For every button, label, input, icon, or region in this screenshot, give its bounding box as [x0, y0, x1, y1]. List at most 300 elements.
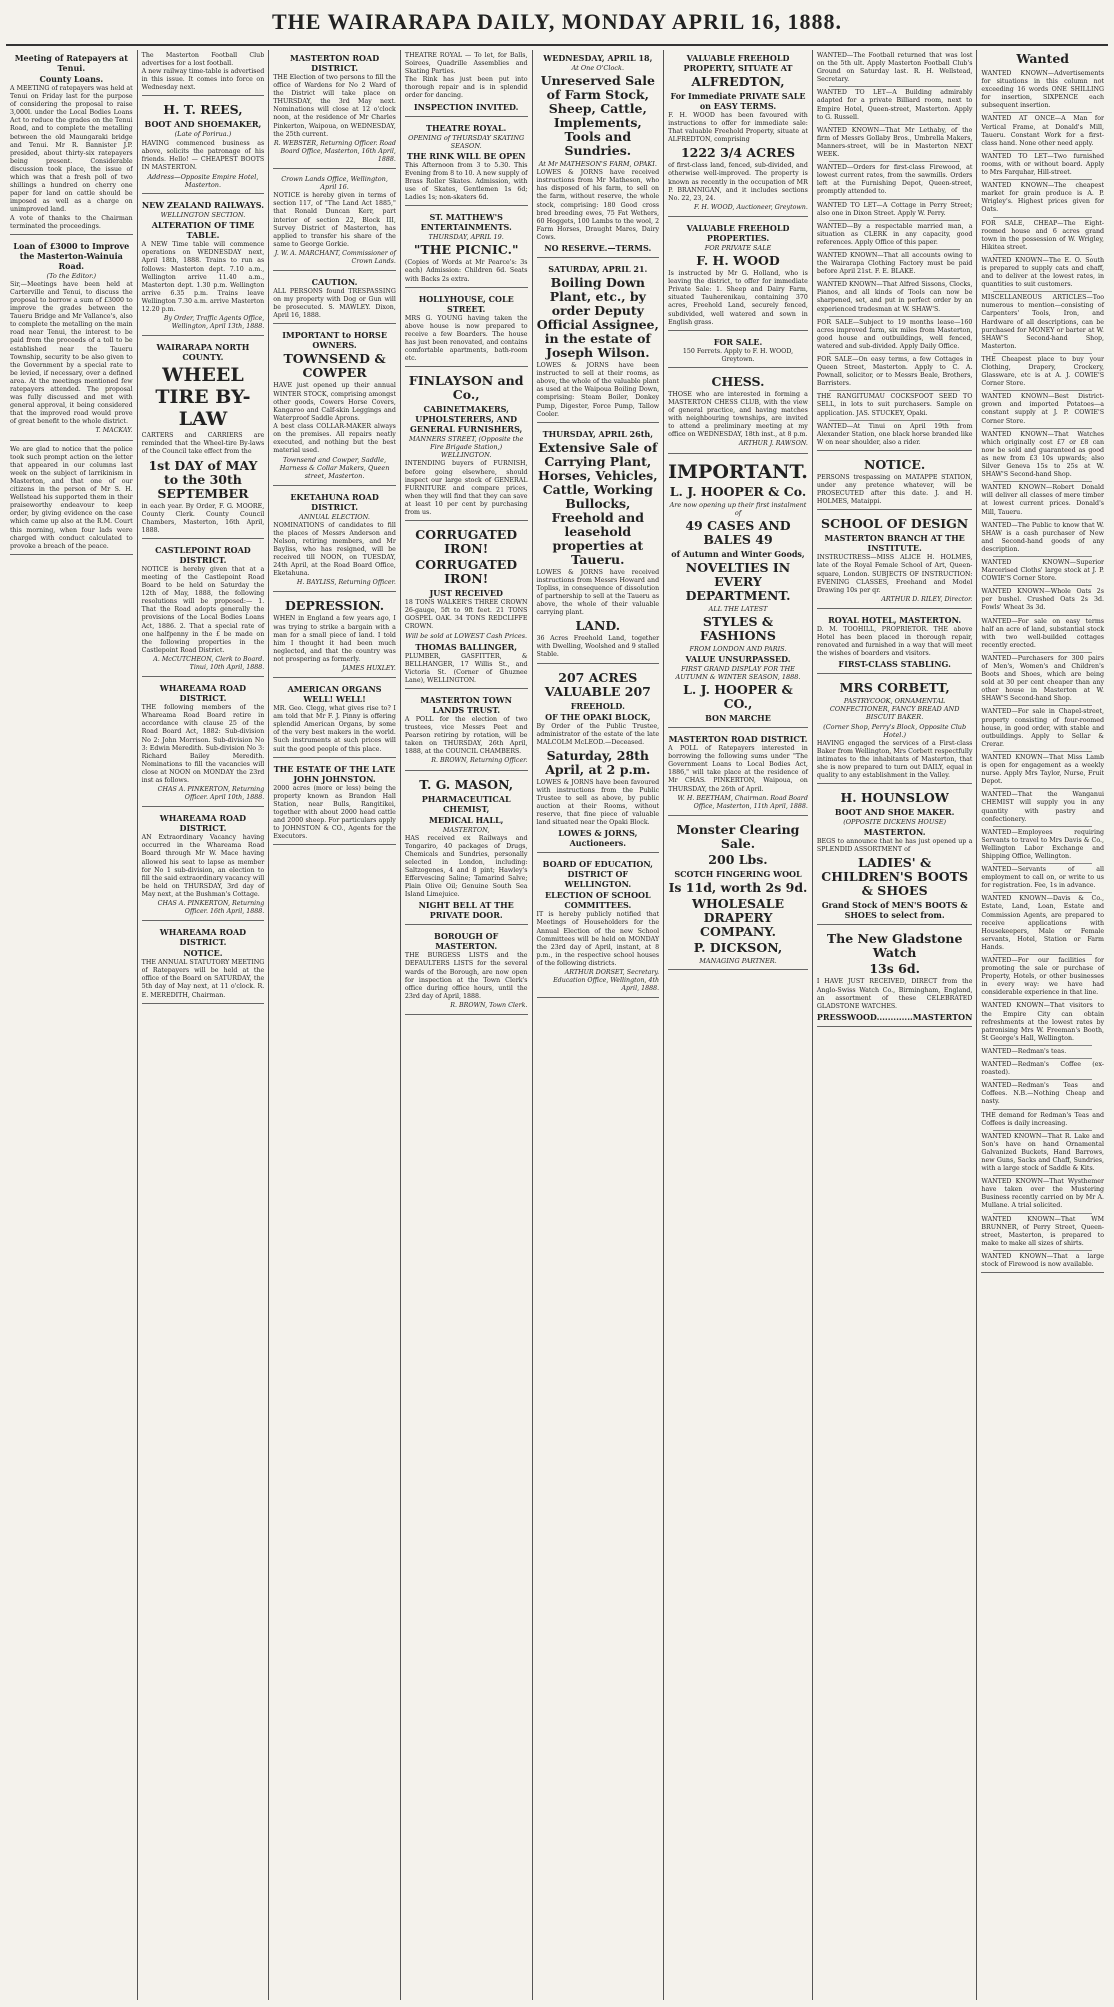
- ad-theatre-royal: [405, 120, 528, 207]
- divider: [993, 826, 1092, 827]
- classified-item: WANTED—The Public to know that W. SHAW is a cash purchaser of New and Second-hand goods of any description.: [981, 521, 1105, 553]
- classified-item: WANTED KNOWN—Superior Marcerised Cloths' large stock at J. P. COWIE'S Corner Store.: [981, 558, 1105, 583]
- article-text: We are glad to notice that the police took such prompt action on the letter that appeared in our columns last week on the subject of larrikinism in Masterton, and that one of our citizens in the person of Mr S. H. Wellstead his supported them in their praiseworthy endeavour to keep order, by giving evidence on the case which came up also at the R.M. Court this morning, when four lads were charged with conduct calculated to provoke a breach of the peace.: [10, 445, 133, 550]
- ad-subheading: OPENING of THURSDAY SKATING SEASON.: [408, 133, 525, 150]
- ad-text: MR. Geo. Clegg, what gives rise to? I am told that Mr F. J. Pinny is offering splendid American Organs, by some of the very best makers in the world. Such instruments at such prices will suit the good people of this place.: [273, 705, 396, 753]
- divider: [993, 390, 1092, 391]
- ad-alfredton: [668, 50, 808, 217]
- ad-ferrets: [668, 334, 808, 368]
- ad-hollyhouse: [405, 291, 528, 368]
- ad-heading: BOARD OF EDUCATION, DISTRICT OF WELLINGTON.: [542, 859, 653, 890]
- ad-heading: WAIRARAPA NORTH COUNTY.: [156, 342, 250, 363]
- ad-text: THE ANNUAL STATUTORY MEETING of Ratepayers will be held at the office of the Board on SATURDAY, the 5th day of May next, at 11 o'clock. R. E. MEREDITH, Chairman.: [141, 959, 265, 999]
- classified-item: WANTED KNOWN—That Mr Lethaby, of the firm of Messrs Gollaby Bros., Umbrella Makers, Manners-street, will be in Masterton NEXT WEEK.: [816, 126, 973, 159]
- ad-railways: [142, 197, 265, 336]
- ad-corbett: [817, 677, 973, 784]
- ad-title: WHEEL TIRE BY-LAW: [155, 364, 251, 431]
- ad-price: 13s 6d.: [869, 961, 920, 977]
- column-5: [533, 50, 665, 2000]
- ad-signature: H. BAYLISS, Returning Officer.: [296, 579, 396, 587]
- ad-title: LADIES' & CHILDREN'S BOOTS & SHOES: [821, 855, 968, 899]
- classified-item: WANTED KNOWN—That a large stock of Firewood is now available.: [981, 1252, 1105, 1268]
- classified-item: WANTED—Redman's Teas and Coffees. N.B.—Nothing Cheap and nasty.: [981, 1082, 1105, 1106]
- classified-item: THE demand for Redman's Teas and Coffees is daily increasing.: [981, 1111, 1105, 1127]
- ad-price: Is 11d, worth 2s 9d.: [668, 879, 808, 895]
- ad-signature: JAMES HUXLEY.: [342, 664, 396, 672]
- ad-title: SCHOOL OF DESIGN: [821, 516, 969, 532]
- ad-title: NOVELTIES IN EVERY DEPARTMENT.: [685, 559, 791, 603]
- classified-item: WANTED AT ONCE—A Man for Vertical Frame, at Donald's Mill, Taueru. Constant Work for a first-class hand. None other need apply.: [981, 115, 1105, 147]
- ad-signature: R. WEBSTER, Returning Officer. Road Board Office, Masterton, 16th April, 1888.: [273, 139, 396, 163]
- ad-text: NOMINATIONS of candidates to fill the places of Messrs Anderson and Nelson, retiring members, and Mr Bayliss, who has resigned, will be received till NOON, on TUESDAY, 24th April, at the Road Board Office, Eketahuna.: [273, 521, 396, 578]
- ad-text: A best class COLLAR-MAKER always on the premises. All repairs neatly executed, and nothing but the best material used.: [273, 422, 396, 455]
- divider: [829, 316, 961, 317]
- classified-item: WANTED—Redman's Coffee (ex-roasted).: [981, 1061, 1105, 1077]
- ad-text: IT is hereby publicly notified that Meetings of Householders for the Annual Election of the new School Committees will be held on MONDAY the 23rd day of April, instant, at 8 p.m., in the respective school houses of the following districts.: [536, 911, 660, 967]
- ad-title: WHOLESALE DRAPERY COMPANY.: [691, 895, 785, 939]
- ad-wheel-tire: [142, 339, 265, 539]
- ad-subheading: ALL THE LATEST: [708, 604, 768, 613]
- ad-title: FINLAYSON and Co.,: [408, 373, 524, 403]
- ad-subheading: MEDICAL HALL,: [428, 814, 504, 825]
- ad-signature: ARTHUR J. RAWSON.: [738, 440, 808, 448]
- ad-subheading: NOTICE.: [183, 948, 223, 959]
- ad-title: "THE PICNIC.": [413, 242, 519, 258]
- ad-title: CORRUGATED IRON!: [415, 527, 518, 557]
- divider: [993, 788, 1092, 789]
- ad-title: NOTICE.: [863, 456, 926, 472]
- ad-address: MASTERTON,: [442, 825, 490, 834]
- classified-item: WANTED KNOWN—That visitors to the Empire City can obtain refreshments at the lowest rates by patronising Mrs W. Freeman's Booth, St George's Hall, Wellington.: [981, 1002, 1105, 1042]
- divider: [993, 291, 1092, 292]
- ad-title: L. J. HOOPER & CO.,: [683, 682, 793, 712]
- ad-title: 207 ACRES VALUABLE 207: [544, 669, 651, 699]
- columns: [6, 50, 1108, 2000]
- classified-item: WANTED—The Football returned that was lost on the 5th ult. Apply Masterton Football Club's Ground on Saturday last. R. H. Wellstead, Secretary.: [816, 52, 973, 84]
- ad-heading: THOMAS BALLINGER,: [415, 641, 518, 652]
- classified-item: WANTED KNOWN—That WM BRUNNER, of Perry Street, Queen-street, Masterton, is prepared to make to make all sizes of shirts.: [981, 1215, 1105, 1247]
- ad-title: P. DICKSON,: [693, 939, 783, 955]
- ad-title: TOWNSEND & COWPER: [283, 351, 386, 381]
- ad-heading: WHAREAMA ROAD DISTRICT.: [159, 683, 247, 704]
- classified-item: WANTED—By a respectable married man, a situation as CLERK in any capacity, good references. Apply Office of this paper.: [816, 222, 973, 246]
- ad-heading: AMERICAN ORGANS WELL! WELL!: [287, 684, 382, 705]
- ad-title: MRS CORBETT,: [839, 680, 950, 696]
- ad-subheading: ALTERATION OF TIME TABLE.: [151, 220, 255, 241]
- ad-title: THE RINK WILL BE OPEN: [406, 150, 526, 161]
- ad-royal-hotel: [817, 612, 973, 674]
- ad-whareama-1: [142, 680, 265, 807]
- divider: [993, 954, 1092, 955]
- classified-item: THE RANGITUMAU COCKSFOOT SEED TO SELL, in lots to suit purchasers. Sample on application. JAS. STUCKEY, Opaki.: [816, 393, 973, 417]
- ad-theatre-let: [405, 50, 528, 117]
- ad-heading: INSPECTION INVITED.: [413, 101, 519, 112]
- ad-heading: MASTERTON ROAD DISTRICT.: [289, 53, 380, 73]
- divider: [993, 615, 1092, 616]
- article-subheading: (To the Editor.): [46, 271, 97, 280]
- classified-item: THE Cheapest place to buy your Clothing, Drapery, Crockery, Glassware, etc is at A. J. COWIE'S Corner Store.: [981, 355, 1105, 388]
- column-7: [813, 50, 978, 2000]
- ad-text: By Order of the Public Trustee, administrator of the estate of the late MALCOLM McLEOD.—Deceased.: [536, 722, 660, 746]
- ad-text: INTENDING buyers of FURNISH, before going elsewhere, should inspect our large stock of GENERAL FURNITURE and compare prices, when they will find that they can save at least 10 per cent by purchasing from us.: [404, 460, 528, 516]
- divider: [829, 278, 961, 279]
- classified-item: WANTED—Redman's teas.: [981, 1047, 1067, 1055]
- ad-heading: Crown Lands Office, Wellington, April 16.: [281, 175, 388, 192]
- classified-item: WANTED KNOWN—That Alfred Sissons, Clocks, Pianos, and all kinds of Tools can now be sharpened, set, and put in perfect order by an experienced tradesman at W. SHAW'S.: [816, 281, 973, 313]
- divider: [993, 1130, 1092, 1131]
- ad-text: ALL PERSONS found TRESPASSING on my property with Dog or Gun will be prosecuted. S. MAWLEY. Dixon, April 16, 1888.: [273, 288, 396, 320]
- ad-note: NO RESERVE.—TERMS.: [544, 243, 652, 254]
- classified-item: FOR SALE—On easy terms, a few Cottages in Queen Street, Masterton. Apply to C. A. Pownall, solicitor, or to Messrs Beale, Brothers, Barristers.: [816, 356, 973, 388]
- ad-heading: MASTERTON ROAD DISTRICT.: [668, 734, 808, 745]
- ad-townsend-cowper: [273, 327, 396, 485]
- divider: [829, 124, 961, 125]
- ad-subheading: OF THE OPAKI BLOCK,: [545, 711, 651, 722]
- classified-wanted: [817, 50, 973, 451]
- ad-text: A POLL of Ratepayers interested in borrowing the following sums under "The Government Loans to Local Bodies Act, 1886," will take place at the residence of Mr CHAS. PINKERTON, Waipoua, on THURSDAY, the 26th of April.: [668, 745, 808, 793]
- ad-farm-sale: [537, 50, 660, 258]
- ad-notice-mataippi: [817, 454, 973, 510]
- ad-text: THE following members of the Whareama Road Board retire in accordance with clause 25 of the Road Board Act, 1882: Sub-division No 2: John Morrison. Sub-division No 3: Edwin Meredith. Sub-division No 3: Richard Bailey Meredith. Nominations to fill the vacancies will close at NOON on MONDAY the 23rd inst as follows.: [141, 704, 265, 784]
- ad-masterton-road-2: [668, 731, 808, 816]
- notes: [142, 50, 265, 96]
- ad-title: Unreserved Sale of Farm Stock, Sheep, Cattle, Implements, Tools and Sundries.: [540, 73, 655, 159]
- ad-title: H. HOUNSLOW: [840, 790, 949, 806]
- classified-item: WANTED KNOWN—That all accounts owing to the Wairarapa Clothing Factory must be paid before April 21st. F. E. BLAKE.: [816, 251, 973, 276]
- divider: [993, 519, 1092, 520]
- ad-town-lands: [405, 692, 528, 771]
- divider: [993, 999, 1092, 1000]
- ad-heading: BOROUGH OF MASTERTON.: [434, 931, 499, 952]
- ad-text: THE Election of two persons to fill the office of Wardens for No 2 Ward of the District will take place on THURSDAY, the 3rd May next. Nominations will close at 12 o'clock noon, at the residence of Mr Charles Pinkerton, Waipoua, on WEDNESDAY, the 25th current.: [273, 74, 396, 138]
- ad-text: LOWES & JORNS have been instructed to sell at their rooms, as above, the whole of the valuable plant as used at the Waipoua Boiling Down, comprising: Steam Boiler, Donkey Pump, Digester, Force Pump, Tallow Cooler.: [536, 362, 660, 418]
- classified-item: WANTED—Orders for first-class Firewood, at lowest current rates, from the sawmills. Orders left at the Furnishing Depot, Queen-street, promptly attended to.: [816, 164, 973, 196]
- divider: [993, 217, 1092, 218]
- ad-text: AN Extraordinary Vacancy having occurred in the Whareama Road Board through Mr W. Mace having allowed his seat to lapse as member for No 1 sub-division, an election to fill the said extraordinary vacancy will be held on THURSDAY, 3rd day of May next, at the Bushman's Cottage.: [141, 834, 265, 898]
- divider: [829, 249, 961, 250]
- ad-text: 36 Acres Freehold Land, together with Dwelling, Woolshed and 9 stalled Stable.: [536, 635, 660, 659]
- ad-whareama-3: [142, 924, 265, 1003]
- ad-text: THE BURGESS LISTS and the DEFAULTERS LISTS for the several wards of the Borough, are now open for inspection at the Town Clerk's office during office hours, until the 23rd day of April, 1888.: [404, 952, 528, 1000]
- ad-text: 18 TONS WALKER'S THREE CROWN 26-gauge, 5ft to 9ft feet. 21 TONS GOSPEL OAK. 34 TONS REDCLIFFE CROWN.: [404, 599, 528, 631]
- ad-crown-lands: [273, 172, 396, 271]
- column-3: [269, 50, 401, 2000]
- classified-item: FOR SALE—Subject to 19 months lease—160 acres improved farm, six miles from Masterton, good house and outbuildings, well fenced, watered and sub-divided. Apply Daily Office.: [816, 318, 973, 350]
- ad-school-design: [817, 513, 973, 609]
- classified-item: WANTED KNOWN—That R. Lake and Son's have on hand Ornamental Galvanized Buckets, Hand Barrows, new Guns, Sacks and Chaff, Sundries, with a large stock of Saddle & Kits.: [981, 1132, 1105, 1173]
- divider: [993, 150, 1092, 151]
- ad-text: CARTERS and CARRIERS are reminded that the Wheel-tire By-laws of the Council take effect from the: [141, 432, 265, 456]
- ad-subheading: For Immediate PRIVATE SALE on EASY TERMS.: [670, 91, 806, 111]
- ad-heading: MASTERTON TOWN LANDS TRUST.: [420, 694, 512, 715]
- ad-subheading: Are now opening up their first instalment of: [669, 500, 807, 517]
- ad-subheading: ELECTION OF SCHOOL COMMITTEES.: [544, 890, 651, 911]
- divider: [829, 161, 961, 162]
- classified-item: WANTED KNOWN—Whole Oats 2s per bushel. Crushed Oats 2s 3d. Fowls' Wheat 3s 3d.: [981, 588, 1105, 612]
- ad-title: CHESS.: [711, 373, 765, 389]
- ad-heading: EKETAHUNA ROAD DISTRICT.: [290, 491, 379, 512]
- divider: [993, 1175, 1092, 1176]
- ad-heading: THE ESTATE OF THE LATE JOHN JOHNSTON.: [273, 763, 396, 784]
- divider: [993, 112, 1092, 113]
- ad-text: THEATRE ROYAL — To let, for Balls, Soirees, Quadrille Assemblies and Skating Parties.: [404, 52, 528, 76]
- classified-item: FOR SALE, CHEAP—The Eight-roomed house and 6 acres grand town in the possession of W. Wrigley, Hikitea street.: [981, 219, 1105, 251]
- ad-signature: ARTHUR D. RILEY, Director.: [881, 595, 973, 603]
- ad-boiling-down: [537, 261, 660, 423]
- ad-signature: F. H. WOOD, Auctioneer, Greytown.: [693, 203, 808, 211]
- ad-cases: 49 CASES AND BALES 49: [685, 517, 791, 547]
- divider: [829, 353, 961, 354]
- ad-borough: [405, 928, 528, 1015]
- ad-text: 2000 acres (more or less) being the property known as Brandon Hall Station, near Bulls, Rangitikei, together with about 2000 head cattle and 2000 sheep. For particulars apply to JOHNSTON & CO., Agents for the Executors.: [273, 784, 396, 841]
- divider: [993, 1213, 1092, 1214]
- ad-subheading: Grand Stock of MEN'S BOOTS & SHOES to select from.: [821, 900, 968, 921]
- ad-hooper: [668, 457, 808, 729]
- ad-heading: WHAREAMA ROAD DISTRICT.: [159, 813, 247, 834]
- article-loan-letter: [10, 238, 133, 441]
- ad-address: Address—Opposite Empire Hotel, Masterton.: [147, 172, 259, 190]
- divider: [993, 705, 1092, 706]
- classified-item: WANTED—That the Wanganui CHEMIST will supply you in any quantity with pastry and confectionery.: [981, 791, 1105, 823]
- ad-title: ALFREDTON,: [691, 74, 785, 89]
- classified-item: WANTED—Purchasers for 300 pairs of Men's, Women's and Children's Boots and Shoes, which are being sold at 30 per cent cheaper than any other house in Masterton at W. SHAW'S Second-hand Shop.: [981, 654, 1105, 703]
- ad-caution: [273, 274, 396, 324]
- divider: [993, 751, 1092, 752]
- ad-dates: 1st DAY of MAY to the 30th SEPTEMBER: [148, 457, 258, 501]
- ad-heading: FREEHOLD.: [570, 700, 625, 711]
- ad-st-matthews: [405, 209, 528, 287]
- divider: [829, 199, 961, 200]
- ad-subheading: FOR PRIVATE SALE: [704, 243, 772, 252]
- ad-text: LOWES & JORNS have received instructions from Mr Matheson, who has disposed of his farm, to sell on the farm, without reserve, the whole stock, comprising: 180 Good cross bred breeding ewes, 75 Fat Wethers, 60 Hoggets, 100 Lambs to the wool, 2 Farm Horses, Draught Mares, Dairy Cows.: [536, 169, 660, 241]
- ad-note: (Late of Porirua.): [174, 130, 232, 139]
- ad-signature: CHAS A. PINKERTON, Returning Officer. April 10th, 1888.: [157, 786, 265, 802]
- divider: [993, 481, 1092, 482]
- ad-date: Saturday, 28th April, at 2 p.m.: [545, 747, 651, 777]
- ad-eketahuna: [273, 489, 396, 593]
- ad-date: WEDNESDAY, APRIL 18,: [543, 53, 653, 63]
- ad-title: IMPORTANT.: [668, 460, 808, 483]
- classified-item: WANTED TO LET—A Building admirably adapted for a private Billiard room, next to Empire Hotel, Queen-street, Masterton. Apply to G. Russell.: [816, 89, 973, 121]
- page-title: THE WAIRARAPA DAILY, MONDAY APRIL 16, 1888.: [271, 9, 843, 34]
- ad-address: MASTERTON.: [863, 827, 926, 838]
- divider: [993, 1079, 1092, 1080]
- classified-item: WANTED TO LET—A Cottage in Perry Street; also one in Dixon Street. Apply W. Perry.: [816, 201, 973, 217]
- ad-acres: 1222 3/4 ACRES: [680, 145, 796, 161]
- divider: [993, 179, 1092, 180]
- ad-text: MRS G. YOUNG having taken the above house is now prepared to receive a few Boarders. The house has just been renovated, and contains comfortable apartments, bath-room etc.: [404, 314, 528, 363]
- article-text: A MEETING of ratepayers was held at Tenui on Friday last for the purpose of considering the proposal to raise 3,000l. under the Local Bodies Loans Act to reduce the grades on the Tenui Road, and to complete the metalling between the old Maungaraki bridge and Tenui. Mr R. Bannister J.P. presided, about thirty-six ratepayers being present. Considerable discussion took place, the issue of which was that a fresh poll of two shillings a hundred on cherry one paper for land on cattle should be imposed as well as a charge on unimproved land.: [10, 85, 133, 214]
- classified-item: WANTED KNOWN—Best District-grown and imported Potatoes—a constant supply at J. P. COWIE'S Corner Store.: [981, 393, 1105, 425]
- ad-mason: [405, 774, 528, 926]
- divider: [993, 652, 1092, 653]
- classified-item: WANTED—Servants of all employment to call on, or write to us for registration. Fee, 1s in advance.: [981, 866, 1105, 890]
- ad-subheading: PHARMACEUTICAL CHEMIST,: [421, 793, 511, 814]
- divider: [993, 428, 1092, 429]
- divider: [993, 353, 1092, 354]
- ad-title: L. J. HOOPER & Co.: [669, 483, 807, 499]
- ad-subheading: BOOT AND SHOE MAKER.: [834, 807, 955, 818]
- ad-freehold-properties: [668, 220, 808, 331]
- note-text: A new railway time-table is advertised in this issue. It comes into force on Wednesday next.: [141, 68, 265, 92]
- ad-date: THURSDAY, APRIL 19.: [428, 233, 504, 242]
- ad-subheading: BON MARCHE: [705, 713, 771, 724]
- ad-address: MANNERS STREET, (Opposite the Fire Brigade Station,) WELLINGTON.: [409, 435, 524, 460]
- ad-heading: FOR SALE.: [713, 336, 763, 347]
- ad-subheading: BOOT AND SHOEMAKER,: [144, 119, 262, 130]
- ad-corrugated-iron: [405, 524, 528, 689]
- ad-note: FIRST-CLASS STABLING.: [838, 659, 951, 670]
- ad-depression: [273, 595, 396, 678]
- classified-item: WANTED KNOWN—That Miss Lamb is open for engagement as a weekly nurse. Apply Mrs Taylor, Nurse, Fruit Depot.: [981, 753, 1105, 786]
- ad-subheading: of Autumn and Winter Goods,: [671, 548, 805, 559]
- ad-heading: H. T. REES,: [163, 102, 243, 118]
- ad-subheading: SCOTCH FINGERING WOOL: [674, 868, 802, 879]
- ad-board-education: [537, 856, 660, 998]
- ad-text: PERSONS trespassing on MATAPPE STATION, under any pretence whatever, will be PROSECUTED after this date. J. and H. HOLMES, Mataippi.: [816, 473, 973, 506]
- ad-subheading: MASTERTON BRANCH AT THE INSTITUTE.: [824, 533, 965, 554]
- ad-text: This Afternoon from 3 to 5.30. This Evening from 8 to 10. A new supply of Brass Roller Skates. Admission, with use of Skates, Gentlemen 1s 6d; Ladies 1s; non-skaters 6d.: [404, 161, 528, 202]
- classified-item: WANTED KNOWN—That Wysthemer have taken over the Mustering Business recently carried on by Mr A. Mullane. A trial solicited.: [981, 1178, 1105, 1210]
- ad-signature: PRESSWOOD.............MASTERTON: [816, 1011, 973, 1022]
- ad-text: of first-class land, fenced, sub-divided, and otherwise well-improved. The property is known as recently in the occupation of MR P. BRANNIGAN, and it includes sections No. 22, 23, 24.: [668, 162, 808, 202]
- ad-text: NOTICE is hereby given in terms of section 117, of "The Land Act 1885," that Ronald Duncan Kerr, part interior of section 22, Block III, Survey District of Masterton, has applied to transfer his share of the same to George Gorkie.: [273, 192, 396, 248]
- ad-subheading: PASTRYCOOK, ORNAMENTAL CONFECTIONER, FANCY BREAD AND BISCUIT BAKER.: [829, 697, 960, 722]
- ad-text: WHEN in England a few years ago, I was trying to strike a bargain with a man for a small piece of land. I told him I thought it had been much neglected, and that the country was not prospering as formerly.: [273, 615, 396, 663]
- classified-item: WANTED KNOWN—Davis & Co., Estate, Land, Loan, Estate and Commission Agents, are prepared to receive applications with Housekeepers, Male or Female servants, Hotel, Station or Farm Hands.: [981, 895, 1105, 951]
- ad-subheading: CABINETMAKERS, UPHOLSTERERS, AND GENERAL FURNISHERS,: [410, 404, 523, 435]
- ad-text: (Copies of Words at Mr Pearce's: 3s each) Admission: Children 6d. Seats with Backs 2s extra.: [404, 259, 528, 283]
- classified-item: WANTED—Employees requiring Servants to travel to Mrs Davis & Co., Wellington Labor Exchange and Shipping Office, Wellington.: [981, 828, 1105, 860]
- ad-title: STYLES & FASHIONS: [700, 613, 776, 643]
- classified-item: WANTED KNOWN—That Watches which originally cost £7 or £8 can now be sold and guaranteed as good as new from £3 10s upwards; also Silver Geneva 15s to 25s at W. SHAW'S Second-hand Shop.: [981, 430, 1105, 479]
- ad-heading: WHAREAMA ROAD DISTRICT.: [159, 927, 247, 948]
- ad-chess: [668, 371, 808, 454]
- divider: [993, 1058, 1092, 1059]
- ad-title: LAND.: [575, 618, 621, 634]
- ad-title: The New Gladstone Watch: [826, 931, 963, 961]
- divider: [993, 556, 1092, 557]
- ad-whareama-2: [142, 810, 265, 921]
- ad-text: PLUMBER, GASFITTER, & BELLHANGER, 17 Willis St., and Victoria St. (Corner of Ghuznee Lane), WELLINGTON.: [404, 652, 528, 684]
- divider: [829, 420, 961, 421]
- ad-heading: ROYAL HOTEL, MASTERTON.: [828, 614, 962, 625]
- ad-text: A NEW Time table will commence operations on WEDNESDAY next, April 18th, 1888. Trains to run as follows: Masterton dept. 7.10 a.m., Wellington arrive 11.40 a.m., Masterton dept. 1.30 p.m. Wellington arrive 6.35 p.m. Trains leave Wellington 7.30 a.m. arrive Masterton 12.20 p.m.: [141, 241, 265, 313]
- divider: [993, 1045, 1092, 1046]
- column-1: [6, 50, 138, 2000]
- ad-title: Boiling Down Plant, etc., by order Deputy Official Assignee, in the estate of Joseph Wilson.: [536, 275, 659, 361]
- ad-note: VALUE UNSURPASSED.: [685, 653, 791, 664]
- ad-text: LOWES & JORNS have received instructions from Messrs Howard and Topliss, in consequence of dissolution of partnership to sell at the Taueru as above, the whole of their valuable carrying plant.: [536, 568, 660, 617]
- article-police: [10, 444, 133, 555]
- ad-text: I HAVE JUST RECEIVED, DIRECT from the Anglo-Swiss Watch Co., Birmingham, England, an assortment of these CELEBRATED GLADSTONE WATCHES.: [816, 978, 973, 1010]
- ad-title: T. G. MASON,: [419, 776, 514, 792]
- ad-heading: CASTLEPOINT ROAD DISTRICT.: [155, 544, 251, 565]
- ad-note: NIGHT BELL AT THE PRIVATE DOOR.: [418, 900, 514, 921]
- ad-text: The Rink has just been put into thorough repair and is in splendid order for dancing.: [404, 76, 528, 100]
- ad-subheading: JUST RECEIVED: [429, 588, 503, 599]
- ad-note: Will be sold at LOWEST Cash Prices.: [405, 632, 528, 641]
- divider: [829, 220, 961, 221]
- ad-text: HAVING commenced business as above, solicits the patronage of his friends. Hello! — CHEAPEST BOOTS IN MASTERTON.: [141, 139, 265, 171]
- ad-gladstone-watch: [817, 928, 973, 1026]
- divider: [829, 86, 961, 87]
- ad-text: Is instructed by Mr G. Holland, who is leaving the district, to offer for immediate Private Sale: 1. Sheep and Dairy Farm, situated Tauherenikau, containing 370 acres, Freehold Land, securely fenced, subdivided, well watered and sown in English grass.: [668, 270, 808, 326]
- ad-dickson: [668, 819, 808, 970]
- ad-rees: [142, 99, 265, 194]
- article-tenui-meeting: [10, 50, 133, 235]
- ad-title: DEPRESSION.: [284, 598, 385, 614]
- article-signature: T. MACKAY.: [95, 427, 133, 435]
- article-text: Sir,—Meetings have been held at Carterville and Tenui, to discuss the proposal to borrow a sum of £3000 to improve the grades between the Taueru Bridge and Mr Vallance's, also to complete the metalling on the main road near Tenui, the interest to be paid from the proceeds of a toll to be established near the Taueru Township, security to be also given to the Government by a special rate to be levied, if necessary, over a defined area. At the meetings mentioned few ratepayers attended. The proposal was fully discussed and met with general approval, it being considered that the improved road would prove of great benefit to the whole district.: [10, 280, 133, 426]
- divider: [993, 1250, 1092, 1251]
- ad-subheading: ANNUAL ELECTION.: [299, 512, 370, 521]
- classified-item: WANTED KNOWN—The cheapest market for grain produce is A. P. Wrigley's. Highest prices given for Oats.: [981, 182, 1105, 214]
- ad-text: 150 Ferrets. Apply to F. H. WOOD, Greytown.: [682, 347, 794, 363]
- ad-address: (OPPOSITE DICKENS HOUSE): [843, 818, 947, 827]
- ad-address: Townsend and Cowper, Saddle, Harness & Collar Makers, Queen street, Masterton.: [279, 456, 390, 481]
- ad-text: INSTRUCTRESS—MISS ALICE H. HOLMES, late of the Royal Female School of Art, Queen-square, London. SUBJECTS OF INSTRUCTION: EVENING CLASSES, Freehand and Model Drawing 10s per qr.: [816, 554, 973, 594]
- classified-item: WANTED—For sale in Chapel-street, property consisting of four-roomed house, in good order, with stable and outbuildings. Apply to Sellar & Crerar.: [981, 708, 1105, 748]
- classified-item: WANTED—At Tinui on April 19th from Alexander Station, one black horse branded like W on near shoulder, also a rider.: [816, 422, 973, 446]
- ad-text: NOTICE is hereby given that at a meeting of the Castlepoint Road Board to be held on Saturday the 12th of May, 1888, the following resolutions will be proposed:— 1. That the Road adopts generally the provisions of the Local Bodies Loans Act, 1886. 2. That a special rate of one halfpenny in the £ be made on the following properties in the Castlepoint Road District.: [141, 565, 265, 654]
- ad-carrying-plant: [537, 426, 660, 664]
- ad-text: FIRST GRAND DISPLAY FOR THE AUTUMN & WINTER SEASON, 1888.: [675, 664, 801, 681]
- ad-signature: By Order, Traffic Agents Office, Wellington, April 13th, 1888.: [163, 315, 265, 331]
- masthead: [0, 0, 1114, 44]
- ad-text: F. H. WOOD has been favoured with instructions to offer for immediate sale: That valuable Freehold Property, situate at ALFREDTON, comprising: [668, 112, 808, 144]
- column-8: [977, 50, 1108, 2000]
- ad-opaki-block: [537, 667, 660, 854]
- ad-address: At Mr MATHESON'S FARM, OPAKI.: [538, 160, 657, 169]
- ad-subheading: MANAGING PARTNER.: [699, 956, 777, 965]
- classified-wanted-list: [981, 68, 1104, 1273]
- ad-text: HAS received ex Railways and Tongariro, 40 packages of Drugs, Chemicals and Sundries, personally selected in London, including: Saltzogenes, 4 and 8 pint; Hawley's Effervescing Saline; Tamarind Salve; Plain Olive Oil; Genuine South Sea Island Limejuice.: [404, 834, 528, 899]
- ad-text: LOWES & JORNS have been favoured with instructions from the Public Trustee to sell as above, by public auction at their Rooms, without reserve, that fine piece of valuable land situated near the Opaki Block.: [536, 778, 660, 827]
- ad-heading: VALUABLE FREEHOLD PROPERTIES.: [686, 222, 790, 243]
- divider: [829, 390, 961, 391]
- ad-address: (Corner Shop, Perry's Block, Opposite Club Hotel.): [823, 722, 967, 739]
- ad-signature: ARTHUR DORSET, Secretary. Education Office, Wellington, 4th April, 1888.: [553, 969, 660, 993]
- ad-heading: HOLLYHOUSE, COLE STREET.: [418, 293, 514, 314]
- ad-title: Extensive Sale of Carrying Plant, Horses, Vehicles, Cattle, Working Bullocks, Freehold and leasehold properties at Taueru.: [538, 439, 658, 567]
- ad-date: SATURDAY, APRIL 21.: [548, 264, 648, 275]
- ad-title: CORRUGATED IRON!: [415, 557, 518, 587]
- ad-finlayson: [405, 370, 528, 521]
- ad-date: THURSDAY, APRIL 26th,: [542, 428, 653, 439]
- ad-castlepoint: [142, 542, 265, 677]
- ad-signature: R. BROWN, Town Clerk.: [450, 1001, 528, 1009]
- ad-heading: IMPORTANT to HORSE OWNERS.: [282, 330, 387, 351]
- masthead-rule: [6, 44, 1108, 46]
- ad-text: D. M. TOOHILL, PROPRIETOR. THE above Hotel has been placed in thorough repair, renovated and furnished in a way that will meet the wishes of boarders and visitors.: [816, 625, 973, 658]
- classified-item: WANTED KNOWN—The E. O. South is prepared to supply cats and chaff, and to deliver at the lowest rates, in quantities to suit customers.: [981, 256, 1105, 289]
- classified-item: WANTED—For our facilities for promoting the sale or purchase of Property, Hotels, or other businesses in every way: we have had considerable experience in that line.: [981, 957, 1105, 997]
- article-heading: Meeting of Ratepayers at Tenui.: [14, 53, 128, 73]
- ad-signature: J. W. A. MARCHANT, Commissioner of Crown Lands.: [274, 249, 396, 265]
- ad-subheading: FROM LONDON AND PARIS.: [689, 644, 787, 653]
- ad-signature: A. McCUTCHEON, Clerk to Board. Tinui, 10th April, 1888.: [153, 655, 265, 672]
- ad-title: F. H. WOOD: [696, 253, 780, 269]
- ad-text: BEGS to announce that he has just opened up a SPLENDID ASSORTMENT of: [816, 838, 973, 854]
- ad-signature: W. H. BEETHAM, Chairman. Road Board Office, Masterton, 11th April, 1888.: [677, 794, 808, 810]
- ad-text: HAVE just opened up their annual WINTER STOCK, comprising amongst other goods, Cowers Horse Covers, Kangaroo and Calf-skin Leggings and Waterproof Saddle Aprons.: [273, 382, 396, 422]
- divider: [993, 1109, 1092, 1110]
- column-2: [138, 50, 270, 2000]
- column-4: [401, 50, 533, 2000]
- classified-item: WANTED—For sale on easy terms half an acre of land, substantial stock with two well-builded cottages recently erected.: [981, 617, 1105, 649]
- ad-subheading: WELLINGTON SECTION.: [160, 211, 246, 220]
